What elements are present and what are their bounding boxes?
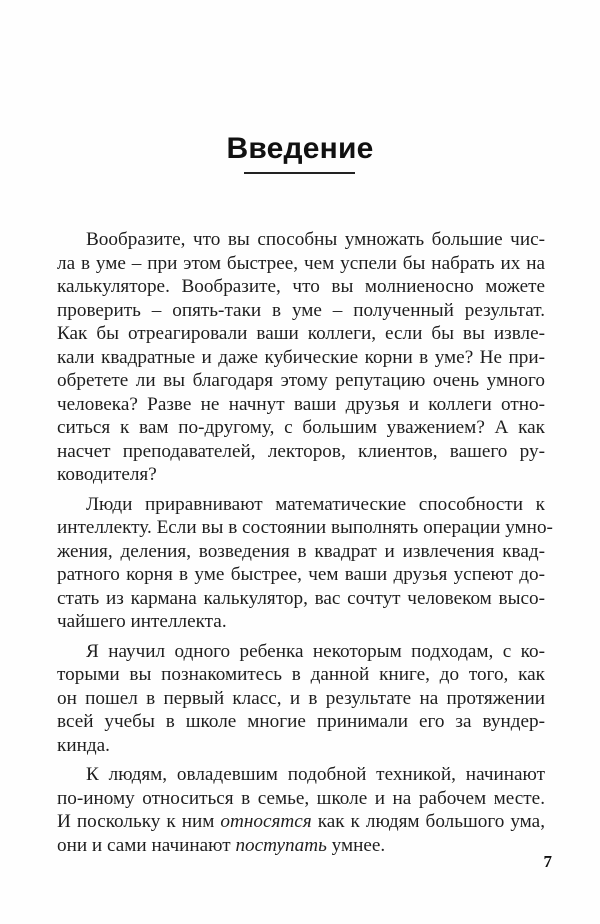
text-line: кали квадратные и даже кубические корни в уме? Не при-: [57, 346, 545, 368]
text-line: человека? Разве не начнут ваши друзья и коллеги отно-: [57, 393, 545, 415]
paragraph-1: [57, 228, 545, 487]
text-run: они и сами начинают: [57, 834, 236, 856]
text-line: торыми вы познакомитесь в данной книге, до того, как: [57, 664, 545, 685]
text-run: как к людям большого ума,: [311, 811, 545, 832]
text-line: ратного корня в уме быстрее, чем ваши друзья успеют до-: [57, 564, 545, 585]
text-run: умнее.: [326, 834, 386, 856]
text-line: кинда.: [57, 734, 110, 756]
text-line: он пошел в первый класс, и в результате на протяжении: [57, 687, 545, 709]
emphasis-text: поступать: [235, 834, 327, 856]
text-line: ситься к вам по-другому, с большим уважением? А как: [57, 417, 545, 438]
text-line: ководителя?: [57, 464, 157, 485]
chapter-title: Введение: [226, 132, 374, 165]
text-line: Я научил одного ребенка некоторым подходам, с ко-: [86, 640, 545, 662]
emphasis-text: относятся: [220, 811, 312, 832]
text-line: калькуляторе. Вообразите, что вы молниеносно можете: [57, 276, 545, 297]
paragraph-2: [57, 493, 553, 634]
text-line: Как бы отреагировали ваши коллеги, если бы вы извле-: [57, 323, 545, 344]
text-line: по-иному относиться в семье, школе и на рабочем месте.: [57, 787, 545, 809]
text-run: И поскольку к ним: [57, 811, 221, 832]
text-line: обретете ли вы благодаря этому репутацию очень умного: [57, 370, 545, 391]
text-line: [57, 810, 545, 834]
text-line: Вообразите, что вы способны умножать большие чис-: [86, 229, 545, 250]
text-line: чайшего интеллекта.: [57, 611, 227, 632]
paragraph-3: [57, 640, 545, 758]
text-line: всей учебы в школе многие принимали его за вундер-: [57, 711, 545, 732]
text-line: проверить – опять-таки в уме – полученный результат.: [57, 299, 545, 321]
text-line: К людям, овладевшим подобной техникой, начинают: [86, 764, 545, 785]
title-underline: [244, 172, 355, 174]
text-line: насчет преподавателей, лекторов, клиентов, вашего ру-: [57, 440, 545, 462]
text-line: стать из кармана калькулятор, вас сочтут человеком высо-: [57, 587, 545, 609]
text-line: жения, деления, возведения в квадрат и извлечения квад-: [57, 540, 545, 562]
text-line: Люди приравнивают математические способности к: [86, 493, 545, 515]
paragraph-4: [57, 763, 545, 857]
text-line: [57, 834, 545, 858]
chapter-body: [57, 228, 553, 863]
page-number: 7: [543, 852, 552, 871]
text-line: ла в уме – при этом быстрее, чем успели бы набрать их на: [57, 252, 545, 274]
text-line: интеллекту. Если вы в состоянии выполнять операции умно-: [57, 517, 553, 538]
